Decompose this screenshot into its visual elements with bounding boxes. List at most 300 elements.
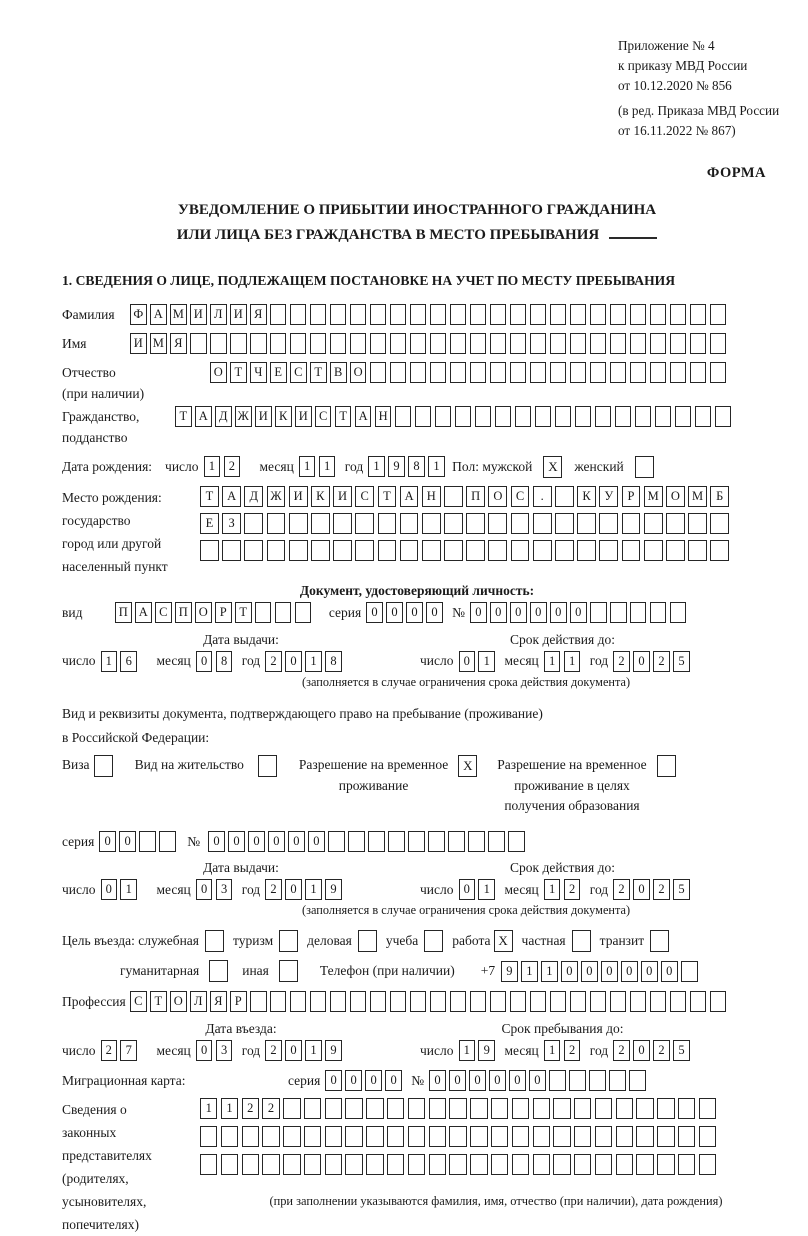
char-cell[interactable]: 2 (265, 1040, 282, 1061)
char-cell[interactable] (350, 333, 367, 354)
char-cell[interactable] (410, 991, 427, 1012)
char-cell[interactable]: С (315, 406, 332, 427)
char-cell[interactable] (670, 991, 687, 1012)
doc-valid-month-boxes[interactable] (544, 651, 584, 672)
char-cell[interactable] (510, 362, 527, 383)
char-cell[interactable] (466, 513, 485, 534)
purpose-transit-checkbox[interactable] (650, 930, 669, 952)
char-cell[interactable]: 0 (366, 602, 383, 623)
permit-issue-year-boxes[interactable] (265, 879, 345, 900)
char-cell[interactable]: 9 (388, 456, 405, 477)
char-cell[interactable] (395, 406, 412, 427)
char-cell[interactable] (290, 333, 307, 354)
char-cell[interactable] (468, 831, 485, 852)
char-cell[interactable] (510, 991, 527, 1012)
edu-permit-checkbox[interactable] (657, 755, 676, 777)
char-cell[interactable]: Ж (235, 406, 252, 427)
temp-permit-checkbox[interactable] (458, 755, 477, 777)
sex-female-checkbox[interactable] (635, 456, 654, 478)
char-cell[interactable]: Л (210, 304, 227, 325)
char-cell[interactable] (262, 1154, 279, 1175)
char-cell[interactable] (533, 1154, 550, 1175)
char-cell[interactable] (358, 930, 377, 952)
char-cell[interactable] (490, 304, 507, 325)
char-cell[interactable] (681, 961, 698, 982)
char-cell[interactable]: Т (175, 406, 192, 427)
char-cell[interactable]: 1 (368, 456, 385, 477)
char-cell[interactable]: С (355, 486, 374, 507)
char-cell[interactable] (690, 304, 707, 325)
representatives-row3-boxes[interactable] (200, 1154, 720, 1175)
representatives-row2-boxes[interactable] (200, 1126, 720, 1147)
char-cell[interactable]: Р (215, 602, 232, 623)
char-cell[interactable] (629, 1070, 646, 1091)
char-cell[interactable] (270, 333, 287, 354)
purpose-official-checkbox[interactable] (205, 930, 224, 952)
char-cell[interactable]: П (175, 602, 192, 623)
char-cell[interactable] (330, 991, 347, 1012)
char-cell[interactable] (635, 406, 652, 427)
char-cell[interactable] (310, 333, 327, 354)
sex-male-checkbox[interactable] (543, 456, 562, 478)
char-cell[interactable] (470, 1154, 487, 1175)
char-cell[interactable] (650, 362, 667, 383)
char-cell[interactable] (330, 304, 347, 325)
char-cell[interactable]: И (295, 406, 312, 427)
char-cell[interactable]: 0 (633, 651, 650, 672)
char-cell[interactable] (390, 362, 407, 383)
char-cell[interactable]: 0 (248, 831, 265, 852)
stay-month-boxes[interactable] (544, 1040, 584, 1061)
char-cell[interactable] (508, 831, 525, 852)
char-cell[interactable]: 1 (305, 879, 322, 900)
char-cell[interactable]: 0 (386, 602, 403, 623)
char-cell[interactable] (550, 991, 567, 1012)
char-cell[interactable]: С (155, 602, 172, 623)
char-cell[interactable] (475, 406, 492, 427)
char-cell[interactable] (530, 333, 547, 354)
char-cell[interactable] (470, 1126, 487, 1147)
char-cell[interactable] (670, 304, 687, 325)
birth-day-boxes[interactable] (204, 456, 244, 477)
char-cell[interactable] (370, 304, 387, 325)
char-cell[interactable] (242, 1154, 259, 1175)
char-cell[interactable] (610, 991, 627, 1012)
char-cell[interactable] (550, 333, 567, 354)
char-cell[interactable] (512, 1098, 529, 1119)
char-cell[interactable]: 1 (299, 456, 316, 477)
char-cell[interactable] (535, 406, 552, 427)
char-cell[interactable] (622, 540, 641, 561)
char-cell[interactable]: 0 (490, 602, 507, 623)
char-cell[interactable] (569, 1070, 586, 1091)
char-cell[interactable]: А (222, 486, 241, 507)
char-cell[interactable]: 2 (564, 879, 581, 900)
char-cell[interactable] (267, 513, 286, 534)
char-cell[interactable]: 1 (305, 651, 322, 672)
char-cell[interactable] (512, 1154, 529, 1175)
char-cell[interactable]: Т (200, 486, 219, 507)
char-cell[interactable] (657, 1098, 674, 1119)
char-cell[interactable]: 8 (325, 651, 342, 672)
char-cell[interactable] (636, 1126, 653, 1147)
char-cell[interactable] (630, 304, 647, 325)
char-cell[interactable] (310, 991, 327, 1012)
char-cell[interactable] (550, 362, 567, 383)
doc-issue-year-boxes[interactable] (265, 651, 345, 672)
char-cell[interactable] (688, 513, 707, 534)
char-cell[interactable] (666, 513, 685, 534)
char-cell[interactable] (470, 362, 487, 383)
char-cell[interactable]: О (210, 362, 227, 383)
char-cell[interactable]: 1 (319, 456, 336, 477)
char-cell[interactable]: 9 (478, 1040, 495, 1061)
char-cell[interactable] (350, 991, 367, 1012)
char-cell[interactable]: И (289, 486, 308, 507)
char-cell[interactable]: О (195, 602, 212, 623)
char-cell[interactable]: А (150, 304, 167, 325)
char-cell[interactable]: 1 (564, 651, 581, 672)
char-cell[interactable] (616, 1098, 633, 1119)
char-cell[interactable] (636, 1154, 653, 1175)
char-cell[interactable]: X (494, 930, 513, 952)
char-cell[interactable] (589, 1070, 606, 1091)
char-cell[interactable] (710, 991, 727, 1012)
char-cell[interactable]: С (511, 486, 530, 507)
char-cell[interactable]: 0 (581, 961, 598, 982)
char-cell[interactable]: 7 (120, 1040, 137, 1061)
char-cell[interactable] (533, 513, 552, 534)
char-cell[interactable] (490, 991, 507, 1012)
char-cell[interactable]: Д (215, 406, 232, 427)
char-cell[interactable]: 0 (561, 961, 578, 982)
char-cell[interactable]: 0 (633, 879, 650, 900)
purpose-study-checkbox[interactable] (424, 930, 443, 952)
char-cell[interactable]: 1 (521, 961, 538, 982)
char-cell[interactable] (444, 513, 463, 534)
char-cell[interactable] (200, 1154, 217, 1175)
char-cell[interactable]: М (644, 486, 663, 507)
char-cell[interactable] (408, 831, 425, 852)
char-cell[interactable] (205, 930, 224, 952)
char-cell[interactable] (715, 406, 732, 427)
char-cell[interactable]: 0 (285, 651, 302, 672)
char-cell[interactable]: Б (710, 486, 729, 507)
char-cell[interactable] (283, 1126, 300, 1147)
char-cell[interactable]: 2 (564, 1040, 581, 1061)
char-cell[interactable] (275, 602, 292, 623)
char-cell[interactable]: 2 (653, 651, 670, 672)
char-cell[interactable] (570, 991, 587, 1012)
char-cell[interactable]: 0 (208, 831, 225, 852)
birthplace-row1-boxes[interactable] (200, 486, 733, 507)
char-cell[interactable]: 1 (204, 456, 221, 477)
char-cell[interactable] (622, 513, 641, 534)
char-cell[interactable]: 2 (265, 651, 282, 672)
char-cell[interactable] (491, 1098, 508, 1119)
char-cell[interactable] (590, 304, 607, 325)
char-cell[interactable]: 3 (216, 1040, 233, 1061)
char-cell[interactable] (270, 304, 287, 325)
char-cell[interactable] (553, 1126, 570, 1147)
char-cell[interactable] (710, 304, 727, 325)
char-cell[interactable] (355, 540, 374, 561)
char-cell[interactable]: 0 (570, 602, 587, 623)
char-cell[interactable] (533, 1126, 550, 1147)
char-cell[interactable]: 0 (285, 1040, 302, 1061)
char-cell[interactable] (575, 406, 592, 427)
char-cell[interactable]: 0 (601, 961, 618, 982)
char-cell[interactable]: 1 (544, 651, 561, 672)
char-cell[interactable] (650, 991, 667, 1012)
char-cell[interactable] (410, 362, 427, 383)
char-cell[interactable] (449, 1098, 466, 1119)
char-cell[interactable]: 0 (385, 1070, 402, 1091)
char-cell[interactable] (330, 333, 347, 354)
char-cell[interactable] (366, 1126, 383, 1147)
char-cell[interactable]: Н (375, 406, 392, 427)
profession-boxes[interactable] (130, 991, 730, 1012)
char-cell[interactable] (555, 486, 574, 507)
char-cell[interactable] (609, 1070, 626, 1091)
char-cell[interactable]: Т (235, 602, 252, 623)
char-cell[interactable]: З (222, 513, 241, 534)
char-cell[interactable]: 2 (613, 879, 630, 900)
char-cell[interactable]: 1 (305, 1040, 322, 1061)
char-cell[interactable]: 0 (196, 651, 213, 672)
char-cell[interactable] (699, 1154, 716, 1175)
char-cell[interactable] (221, 1154, 238, 1175)
doc-issue-month-boxes[interactable] (196, 651, 236, 672)
char-cell[interactable] (283, 1098, 300, 1119)
char-cell[interactable] (530, 304, 547, 325)
birthplace-row3-boxes[interactable] (200, 540, 733, 561)
char-cell[interactable] (553, 1154, 570, 1175)
char-cell[interactable] (577, 540, 596, 561)
char-cell[interactable]: 0 (621, 961, 638, 982)
char-cell[interactable] (644, 513, 663, 534)
char-cell[interactable] (209, 960, 228, 982)
char-cell[interactable]: 0 (509, 1070, 526, 1091)
char-cell[interactable]: 0 (406, 602, 423, 623)
char-cell[interactable] (533, 1098, 550, 1119)
char-cell[interactable]: 0 (459, 879, 476, 900)
char-cell[interactable]: О (350, 362, 367, 383)
char-cell[interactable]: Я (210, 991, 227, 1012)
entry-year-boxes[interactable] (265, 1040, 345, 1061)
char-cell[interactable] (530, 362, 547, 383)
char-cell[interactable] (678, 1098, 695, 1119)
char-cell[interactable] (630, 362, 647, 383)
char-cell[interactable] (448, 831, 465, 852)
char-cell[interactable]: 1 (544, 879, 561, 900)
char-cell[interactable]: А (195, 406, 212, 427)
char-cell[interactable] (490, 362, 507, 383)
char-cell[interactable] (408, 1126, 425, 1147)
char-cell[interactable] (574, 1154, 591, 1175)
phone-boxes[interactable] (501, 961, 701, 982)
char-cell[interactable]: 0 (633, 1040, 650, 1061)
char-cell[interactable] (574, 1126, 591, 1147)
doc-number-boxes[interactable] (470, 602, 690, 623)
char-cell[interactable] (657, 1154, 674, 1175)
char-cell[interactable]: 0 (228, 831, 245, 852)
char-cell[interactable] (415, 406, 432, 427)
citizenship-boxes[interactable] (175, 406, 735, 427)
entry-day-boxes[interactable] (101, 1040, 141, 1061)
purpose-tourism-checkbox[interactable] (279, 930, 298, 952)
char-cell[interactable]: А (135, 602, 152, 623)
char-cell[interactable]: 0 (285, 879, 302, 900)
char-cell[interactable] (429, 1126, 446, 1147)
char-cell[interactable] (310, 304, 327, 325)
char-cell[interactable] (428, 831, 445, 852)
char-cell[interactable]: О (170, 991, 187, 1012)
char-cell[interactable] (325, 1154, 342, 1175)
char-cell[interactable] (289, 540, 308, 561)
char-cell[interactable] (450, 333, 467, 354)
char-cell[interactable] (435, 406, 452, 427)
char-cell[interactable]: 1 (428, 456, 445, 477)
permit-issue-month-boxes[interactable] (196, 879, 236, 900)
char-cell[interactable] (390, 304, 407, 325)
char-cell[interactable]: 9 (501, 961, 518, 982)
char-cell[interactable] (553, 1098, 570, 1119)
char-cell[interactable] (450, 304, 467, 325)
char-cell[interactable]: М (150, 333, 167, 354)
char-cell[interactable] (572, 930, 591, 952)
char-cell[interactable]: Е (200, 513, 219, 534)
char-cell[interactable]: 1 (478, 879, 495, 900)
char-cell[interactable] (370, 991, 387, 1012)
char-cell[interactable] (657, 1126, 674, 1147)
char-cell[interactable]: 2 (613, 651, 630, 672)
char-cell[interactable]: 3 (216, 879, 233, 900)
doc-valid-day-boxes[interactable] (459, 651, 499, 672)
char-cell[interactable]: И (333, 486, 352, 507)
char-cell[interactable] (570, 304, 587, 325)
char-cell[interactable] (590, 602, 607, 623)
char-cell[interactable]: 0 (345, 1070, 362, 1091)
char-cell[interactable] (387, 1098, 404, 1119)
char-cell[interactable]: 8 (216, 651, 233, 672)
char-cell[interactable]: Т (230, 362, 247, 383)
char-cell[interactable] (655, 406, 672, 427)
char-cell[interactable]: 1 (120, 879, 137, 900)
char-cell[interactable] (510, 304, 527, 325)
char-cell[interactable] (678, 1154, 695, 1175)
char-cell[interactable]: С (290, 362, 307, 383)
char-cell[interactable] (444, 486, 463, 507)
char-cell[interactable] (644, 540, 663, 561)
char-cell[interactable]: Л (190, 991, 207, 1012)
char-cell[interactable] (710, 362, 727, 383)
char-cell[interactable] (290, 991, 307, 1012)
char-cell[interactable] (242, 1126, 259, 1147)
char-cell[interactable]: Т (335, 406, 352, 427)
char-cell[interactable] (283, 1154, 300, 1175)
char-cell[interactable] (555, 406, 572, 427)
char-cell[interactable]: 0 (489, 1070, 506, 1091)
char-cell[interactable] (230, 333, 247, 354)
char-cell[interactable] (491, 1126, 508, 1147)
doc-issue-day-boxes[interactable] (101, 651, 141, 672)
char-cell[interactable] (430, 991, 447, 1012)
char-cell[interactable] (304, 1154, 321, 1175)
char-cell[interactable]: И (190, 304, 207, 325)
char-cell[interactable] (615, 406, 632, 427)
char-cell[interactable] (512, 1126, 529, 1147)
permit-valid-year-boxes[interactable] (613, 879, 693, 900)
char-cell[interactable]: 0 (661, 961, 678, 982)
char-cell[interactable] (304, 1098, 321, 1119)
char-cell[interactable]: 5 (673, 651, 690, 672)
char-cell[interactable] (325, 1126, 342, 1147)
char-cell[interactable]: М (170, 304, 187, 325)
char-cell[interactable] (650, 602, 667, 623)
char-cell[interactable] (159, 831, 176, 852)
char-cell[interactable] (670, 333, 687, 354)
char-cell[interactable] (678, 1126, 695, 1147)
char-cell[interactable] (610, 362, 627, 383)
char-cell[interactable] (262, 1126, 279, 1147)
char-cell[interactable] (699, 1126, 716, 1147)
char-cell[interactable] (599, 513, 618, 534)
char-cell[interactable] (490, 333, 507, 354)
char-cell[interactable] (470, 991, 487, 1012)
char-cell[interactable]: 9 (325, 879, 342, 900)
char-cell[interactable]: 2 (653, 1040, 670, 1061)
char-cell[interactable] (350, 304, 367, 325)
char-cell[interactable]: 1 (544, 1040, 561, 1061)
char-cell[interactable]: 2 (224, 456, 241, 477)
permit-valid-day-boxes[interactable] (459, 879, 499, 900)
char-cell[interactable]: 1 (459, 1040, 476, 1061)
char-cell[interactable]: И (130, 333, 147, 354)
char-cell[interactable] (488, 831, 505, 852)
char-cell[interactable] (510, 333, 527, 354)
permit-series-boxes[interactable] (99, 831, 179, 852)
char-cell[interactable]: И (255, 406, 272, 427)
char-cell[interactable] (470, 1098, 487, 1119)
char-cell[interactable]: 2 (262, 1098, 279, 1119)
char-cell[interactable] (304, 1126, 321, 1147)
char-cell[interactable]: . (533, 486, 552, 507)
char-cell[interactable]: У (599, 486, 618, 507)
char-cell[interactable] (515, 406, 532, 427)
char-cell[interactable]: Е (270, 362, 287, 383)
char-cell[interactable]: В (330, 362, 347, 383)
char-cell[interactable] (470, 333, 487, 354)
char-cell[interactable] (430, 333, 447, 354)
char-cell[interactable] (400, 540, 419, 561)
char-cell[interactable]: 5 (673, 879, 690, 900)
char-cell[interactable] (455, 406, 472, 427)
char-cell[interactable] (200, 540, 219, 561)
char-cell[interactable] (595, 1154, 612, 1175)
char-cell[interactable] (530, 991, 547, 1012)
char-cell[interactable] (595, 1126, 612, 1147)
char-cell[interactable] (255, 602, 272, 623)
char-cell[interactable] (422, 540, 441, 561)
char-cell[interactable] (495, 406, 512, 427)
char-cell[interactable] (366, 1098, 383, 1119)
stay-year-boxes[interactable] (613, 1040, 693, 1061)
char-cell[interactable] (657, 755, 676, 777)
char-cell[interactable] (695, 406, 712, 427)
char-cell[interactable] (590, 991, 607, 1012)
char-cell[interactable] (670, 602, 687, 623)
